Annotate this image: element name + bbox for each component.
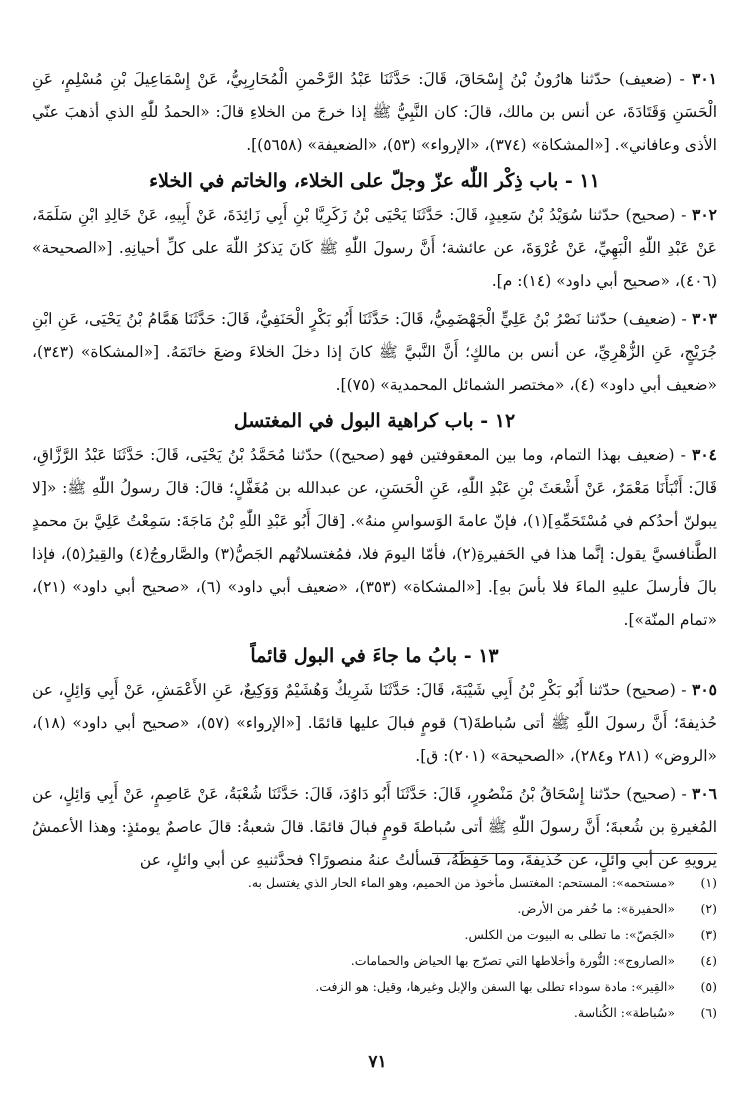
hadith-text: - (صحيح) حدّثنا سُوَيْدُ بْنُ سَعِيدٍ، قَالَ: حَدَّثَنَا يَحْيَى بْنُ زَكَرِيَّا بْنِ أَبِي زَائِدَةَ، عَنْ أَبِيهِ، عَنْ خَالِدِ ابْنِ سَلَمَةَ، عَنْ عَبْدِ اللّٰهِ الْبَهِيِّ، عَنْ عُرْوَةَ، عن عائشة؛ أَنَّ رسولَ اللّٰهِ ﷺ كَانَ يَذكرُ اللّٰهَ على كلِّ أحيانِهِ. [«الصحيحة» (٤٠٦)، «صحيح أبي داود» (١٤): م]. (32, 206, 717, 290)
footnote-text: «مستحمه»: المستحم: المغتسل مأخوذ من الحميم، وهو الماء الحار الذي يغتسل به. (247, 875, 675, 890)
hadith-304 (32, 438, 717, 637)
footnote-text: «القِير»: مادة سوداء تطلى بها السفن والإبل وغيرها، وقيل: هو الزفت. (315, 979, 675, 994)
hadith-305 (32, 673, 717, 773)
chapter-heading-13: ١٣ - بابُ ما جاءَ في البول قائماً (250, 645, 499, 667)
page-number: ٧١ (368, 1052, 387, 1072)
footnote-number: (١) (700, 875, 717, 890)
hadith-number: ٣٠٢ (692, 205, 717, 224)
footnotes (32, 870, 717, 1026)
footnote-divider (432, 853, 717, 854)
hadith-301 (32, 62, 717, 162)
footnote (32, 896, 717, 922)
hadith-number: ٣٠٥ (692, 680, 717, 699)
hadith-text: - (ضعيف) حدّثنا هارُونُ بْنُ إِسْحَاقَ، قَالَ: حَدَّثَنَا عَبْدُ الرَّحْمنِ الْمُحَارِبِيُّ، عَنْ إِسْمَاعِيلَ بْنِ مُسْلِمٍ، عَنِ الْحَسَنِ وَقَتَادَةَ، عن أنس بن مالك، قالَ: كان النَّبِيُّ ﷺ إذا خرجَ من الخلاءِ قالَ: «الحمدُ للّٰهِ الذي أذهبَ عنّي الأذى وعافاني». [«المشكاة» (٣٧٤)، «الإرواء» (٥٣)، «الضعيفة» (٥٦٥٨)]. (32, 70, 717, 154)
hadith-number: ٣٠٦ (692, 784, 717, 803)
hadith-number: ٣٠٤ (692, 445, 717, 464)
hadith-number: ٣٠٣ (692, 309, 718, 328)
footnote-text: «الحفيرة»: ما حُفر من الأرض. (517, 901, 675, 916)
hadith-text: - (صحيح) حدّثنا إِسْحَاقُ بْنُ مَنْصُورٍ، قَالَ: حَدَّثَنَا أَبُو دَاوُدَ، قَالَ: حَدَّثَنَا شُعْبَةُ، عَنْ عَاصِمٍ، عَنْ أَبِي وَائِلٍ، عن المُغيرةِ بن شُعبةَ؛ أَنَّ رسولَ اللّٰهِ ﷺ أتى سُباطةَ قومٍ فبالَ قائمًا. قالَ شعبةُ: قالَ عاصمٌ يومئذٍ: وهذا الأعمشُ يرويهِ عن أبي وائلٍ، عن حُذيفةَ، وما حَفِظَهُ، فسألتُ عنهُ منصورًا؟ فحدَّثنيهِ عن أبي وائلٍ، عن (32, 785, 717, 869)
hadith-302 (32, 198, 717, 298)
footnote-number: (٤) (700, 953, 717, 968)
footnote (32, 974, 717, 1000)
footnote-number: (٣) (700, 927, 717, 942)
hadith-text: - (ضعيف بهذا التمام، وما بين المعقوفتين فهو (صحيح)) حدّثنا مُحَمَّدُ بْنُ يَحْيَى، قَالَ: حَدَّثَنَا عَبْدُ الرَّزَّاقِ، قَالَ: أَنْبَأَنَا مَعْمَرٌ، عَنْ أَشْعَثَ بْنِ عَبْدِ اللّٰهِ، عَنِ الْحَسَنِ، عن عبدالله بن مُغَفَّلٍ؛ قالَ: قالَ رسولُ اللّٰهِ ﷺ: «[لا يبولنّ أحدُكم في مُسْتَحَمِّهِ](١)، فإنّ عامةَ الوَسواسِ منهُ». [قالَ أَبُو عَبْدِ اللّٰهِ بْنُ مَاجَةَ: سَمِعْتُ عَلِيَّ بنَ محمدٍ الطَّنافسيَّ يقول: إنَّما هذا في الحَفيرةِ(٢)، فأمّا اليومَ فلا، فمُغتسلاتُهم الجَصُّ(٣) والصَّاروجُ(٤) والقِيرُ(٥)، فإذا بالَ فأرسلَ عليهِ الماءَ فلا بأسَ بهِ]. [«المشكاة» (٣٥٣)، «ضعيف أبي داود» (٦)، «صحيح أبي داود» (٢١)، «تمام المنّة»]. (32, 446, 718, 629)
hadith-text: - (ضعيف) حدّثنا نَصْرُ بْنُ عَلِيٍّ الْجَهْضَمِيُّ، قَالَ: حَدَّثَنَا أَبُو بَكْرٍ الْحَنَفِيُّ، قَالَ: حَدَّثَنَا هَمَّامُ بْنُ يَحْيَى، عَنِ ابْنِ جُرَيْجٍ، عَنِ الزُّهْرِيِّ، عن أنس بن مالكٍ؛ أَنَّ النَّبيَّ ﷺ كانَ إذا دخلَ الخلاءَ وضعَ خاتَمَهُ. [«المشكاة» (٣٤٣)، «ضعيف أبي داود» (٤)، «مختصر الشمائل المحمدية» (٧٥)]. (32, 310, 717, 394)
hadith-306 (32, 777, 717, 877)
hadith-303 (32, 302, 717, 402)
hadith-number: ٣٠١ (692, 69, 717, 88)
footnote (32, 1000, 717, 1026)
footnote-text: «الصاروج»: النُّورة وأخلاطها التي تصرّج بها الحياض والحمامات. (350, 953, 675, 968)
footnote (32, 922, 717, 948)
footnote-number: (٦) (700, 1005, 717, 1020)
hadith-text: - (صحيح) حدّثنا أَبُو بَكْرِ بْنُ أَبِي شَيْبَةَ، قَالَ: حَدَّثَنَا شَرِيكٌ وَهُشَيْمٌ وَوَكِيعٌ، عَنِ الأَعْمَشِ، عَنْ أَبِي وَائِلٍ، عن حُذيفةَ؛ أَنَّ رسولَ اللّٰهِ ﷺ أتى سُباطةَ(٦) قومٍ فبالَ عليها قائمًا. [«الإرواء» (٥٧)، «صحيح أبي داود» (١٨)، «الروض» (٢٨١ و٢٨٤)، «الصحيحة» (٢٠١): ق]. (32, 681, 717, 765)
footnote-text: «الجَصّ»: ما تطلى به البيوت من الكلس. (464, 927, 675, 942)
footnote (32, 948, 717, 974)
footnote-number: (٥) (700, 979, 717, 994)
chapter-heading-11: ١١ - باب ذِكْر اللّٰه عزّ وجلّ على الخلاء، والخاتم في الخلاء (149, 170, 600, 192)
footnote (32, 870, 717, 896)
chapter-heading-12: ١٢ - باب كراهية البول في المغتسل (233, 410, 516, 432)
footnote-number: (٢) (700, 901, 717, 916)
footnote-text: «سُباطة»: الكُناسة. (573, 1005, 675, 1020)
